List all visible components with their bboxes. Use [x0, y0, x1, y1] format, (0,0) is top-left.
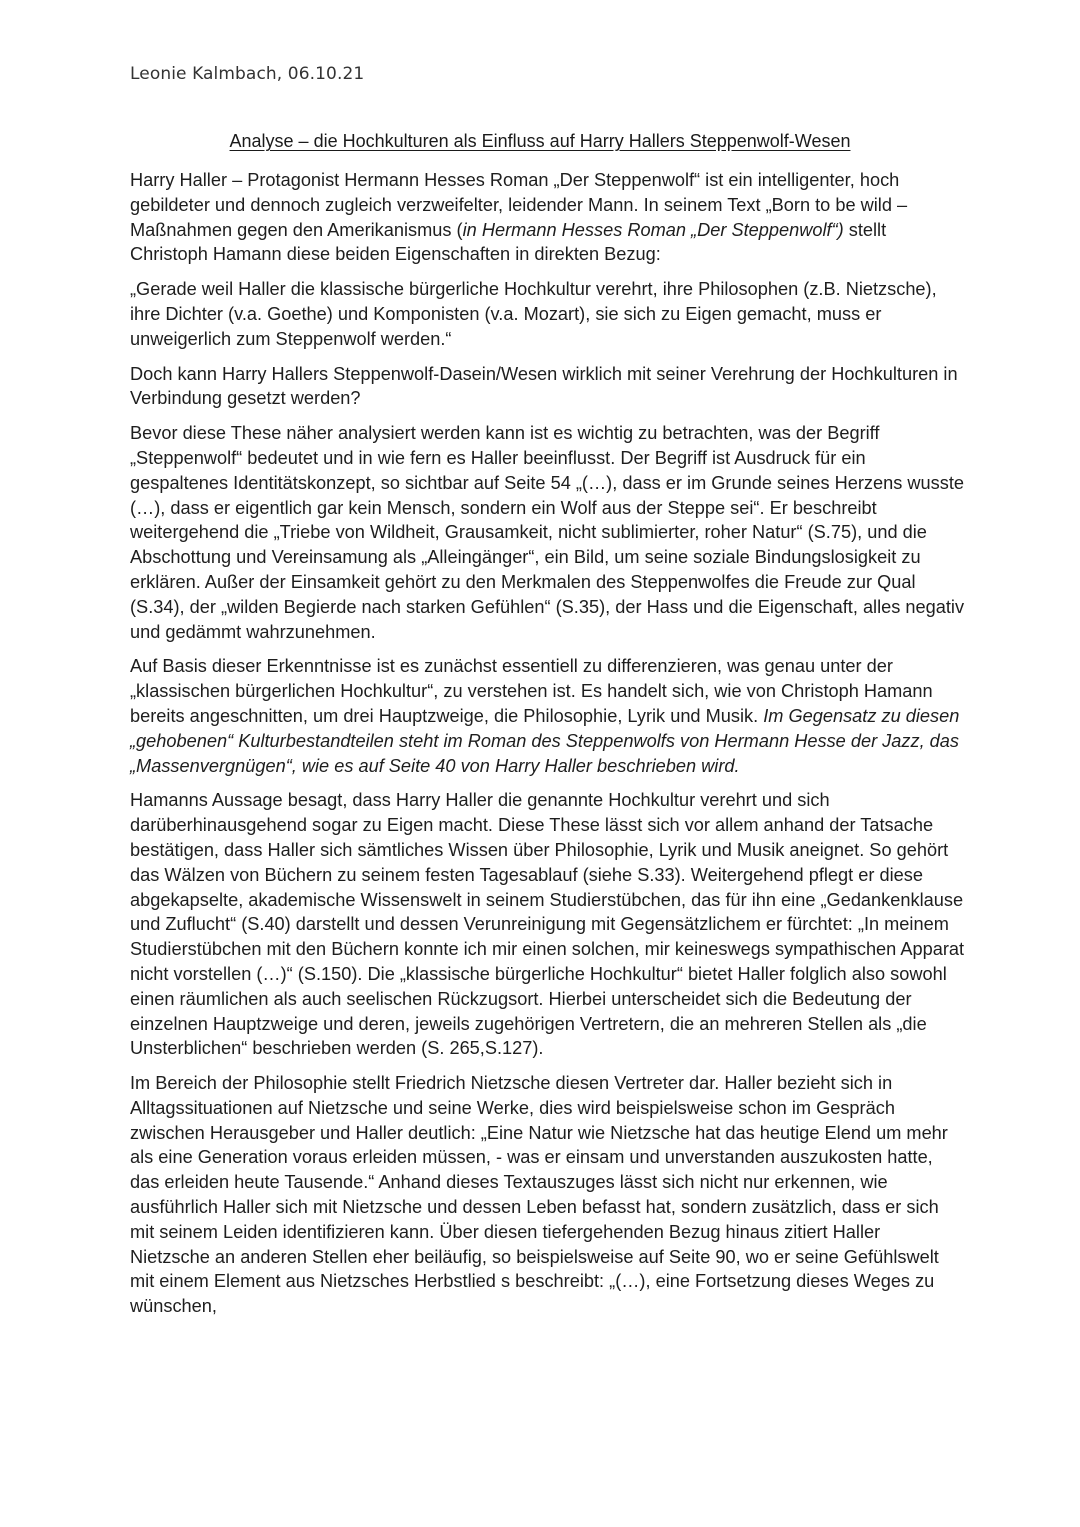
author-date-line: Leonie Kalmbach, 06.10.21	[130, 64, 365, 84]
paragraph-quote: „Gerade weil Haller die klassische bürgerliche Hochkultur verehrt, ihre Philosophen (z.B. Nietzsche), ihre Dichter (v.a. Goethe) und Komponisten (v.a. Mozart), sie sich zu Eigen gemacht, muss er unweigerlich zum Steppenwolf werden.“	[130, 279, 937, 349]
document-body	[130, 168, 965, 1329]
paragraph-hochkultur-text: Auf Basis dieser Erkenntnisse ist es zunächst essentiell zu differenzieren, was genau unter der „klassischen bürgerlichen Hochkultur“, zu verstehen ist. Es handelt sich, wie von Christoph Hamann bereits angeschnitten, um drei Hauptzweige, die Philosophie, Lyrik und Musik.	[130, 656, 933, 726]
paragraph-hochkultur	[130, 654, 965, 778]
paragraph-hochkultur-italic: Im Gegensatz zu diesen „gehobenen“ Kulturbestandteilen steht im Roman des Steppenwolfs von Hermann Hesse der Jazz, das „Massenvergnügen“, wie es auf Seite 40 von Harry Haller beschrieben wird.	[130, 705, 960, 776]
paragraph-nietzsche: Im Bereich der Philosophie stellt Friedrich Nietzsche diesen Vertreter dar. Haller bezieht sich in Alltagssituationen auf Nietzsche und seine Werke, dies wird beispielsweise schon im Gespräch zwischen Herausgeber und Haller deutlich: „Eine Natur wie Nietzsche hat das heutige Elend um mehr als eine Generation voraus erleiden müssen, - was er einsam und unverstanden auszukosten hatte, das erleiden heute Tausende.“ Anhand dieses Textauszuges lässt sich nicht nur erkennen, wie ausführlich Haller sich mit Nietzsche und dessen Leben befasst hat, sondern zusätzlich, dass er sich mit seinem Leiden identifizieren kann. Über diesen tiefergehenden Bezug hinaus zitiert Haller Nietzsche an anderen Stellen eher beiläufig, so beispielsweise auf Seite 90, wo er seine Gefühlswelt mit einem Element aus Nietzsches Herbstlied s beschreibt: „(…), eine Fortsetzung dieses Weges zu wünschen,	[130, 1073, 948, 1317]
paragraph-question: Doch kann Harry Hallers Steppenwolf-Dasein/Wesen wirklich mit seiner Verehrung der Hochkulturen in Verbindung gesetzt werden?	[130, 363, 958, 409]
paragraph-steppenwolf-definition: Bevor diese These näher analysiert werden kann ist es wichtig zu betrachten, was der Begriff „Steppenwolf“ bedeutet und in wie fern es Haller beeinflusst. Der Begriff ist Ausdruck für ein gespaltenes Identitätskonzept, so sichtbar auf Seite 54 „(…), dass er im Grunde seines Herzens wusste (…), dass er eigentlich gar kein Mensch, sondern ein Wolf aus der Steppe sei“. Er beschreibt weitergehend die „Triebe von Wildheit, Grausamkeit, nicht sublimierter, roher Natur“ (S.75), und die Abschottung und Vereinsamung als „Alleingänger“, ein Bild, um seine soziale Bindungslosigkeit zu erklären. Außer der Einsamkeit gehört zu den Merkmalen des Steppenwolfes die Freude zur Qual (S.34), der „wilden Begierde nach starken Gefühlen“ (S.35), der Hass und die Eigenschaft, alles negativ und gedämmt wahrzunehmen.	[130, 423, 965, 642]
paragraph-intro-text-end: stellt Christoph Hamann diese beiden Eigenschaften in direkten Bezug:	[130, 219, 887, 265]
paragraph-hamann-thesis: Hamanns Aussage besagt, dass Harry Haller die genannte Hochkultur verehrt und sich darüberhinausgehend sogar zu Eigen macht. Diese These lässt sich vor allem anhand der Tatsache bestätigen, dass Haller sich sämtliches Wissen über Philosophie, Lyrik und Musik aneignet. So gehört das Wälzen von Büchern zu seinem festen Tagesablauf (siehe S.33). Weitergehend pflegt er diese abgekapselte, akademische Wissenswelt in seinem Studierstübchen, das für ihn eine „Gedankenklause und Zuflucht“ (S.40) darstellt und dessen Verunreinigung mit Gegensätzlichem er fürchtet: „In meinem Studierstübchen mit den Büchern konnte ich mir einen solchen, mir keineswegs sympathischen Apparat nicht vorstellen (…)“ (S.150). Die „klassische bürgerliche Hochkultur“ bietet Haller folglich also sowohl einen räumlichen als auch seelischen Rückzugsort. Hierbei unterscheidet sich die Bedeutung der einzelnen Hauptzweige und deren, jeweils zugehörigen Vertretern, die an mehreren Stellen als „die Unsterblichen“ beschrieben werden (S. 265,S.127).	[130, 790, 965, 1059]
document-title: Analyse – die Hochkulturen als Einfluss auf Harry Hallers Steppenwolf-Wesen	[229, 131, 851, 151]
paragraph-intro	[130, 168, 965, 267]
paragraph-intro-text: Harry Haller – Protagonist Hermann Hesses Roman „Der Steppenwolf“ ist ein intelligenter, hoch gebildeter und dennoch zugleich verzweifelter, leidender Mann. In seinem Text „Born to be wild – Maßnahmen gegen den Amerikanismus (	[130, 170, 908, 240]
paragraph-intro-italic: in Hermann Hesses Roman „Der Steppenwolf“)	[462, 219, 844, 240]
